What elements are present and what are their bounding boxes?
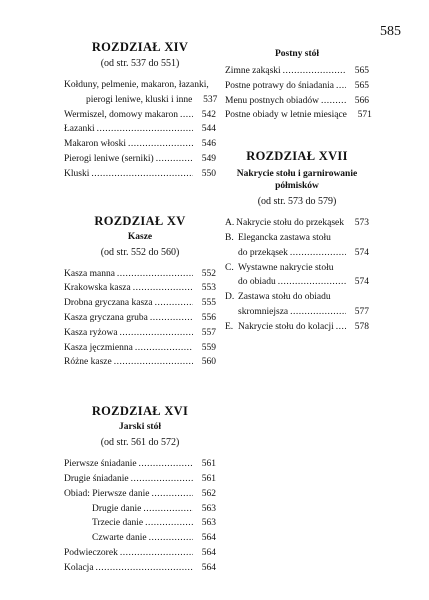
section-subtitle: Kasze [127,231,153,242]
entry-page: 552 [201,268,216,279]
entry-page: 544 [201,124,216,135]
list-item [64,137,216,152]
list-item [64,267,216,282]
entry-page: 537 [203,94,218,105]
leader-dots [91,167,193,182]
entry-label: Czwarte danie [92,533,147,544]
entry-label: Postne obiady w letnie miesiące [225,110,347,121]
spacer [64,370,216,404]
leader-dots [145,516,193,531]
list-item [64,487,216,502]
list-item [64,355,216,370]
section-title: ROZDZIAŁ XVII [246,149,348,164]
leader-dots [149,531,193,546]
entry-page: 553 [201,283,216,294]
entry-label: Wermiszel, domowy makaron [64,109,178,120]
list-item [64,472,216,487]
entry-label: Wystawne nakrycie stołu [238,262,334,273]
leader-dots [156,152,193,167]
entry-label: do przekąsek [238,247,288,258]
entry-page: 574 [354,277,369,288]
list-item [64,531,216,546]
section-range: (od str. 561 do 572) [100,437,180,449]
leader-dots [128,137,193,152]
entry-page: 560 [201,357,216,368]
list-item [225,64,369,79]
entry-list [64,457,216,575]
list-item [64,311,216,326]
entry-letter: B. [225,232,234,243]
list-item [225,246,369,261]
entry-list [225,216,369,334]
section-title: ROZDZIAŁ XVI [91,404,189,419]
leader-dots [143,502,193,517]
list-item [64,281,216,296]
list-item [225,290,369,305]
entry-label: Kasza ryżowa [64,327,118,338]
leader-dots [321,94,346,109]
spacer [64,182,216,214]
list-item [64,78,216,93]
entry-label: Makaron włoski [64,139,127,150]
section-range: (od str. 552 do 560) [100,246,180,258]
section-title: ROZDZIAŁ XV [94,213,186,228]
list-item [225,216,369,231]
entry-page: 578 [354,321,369,332]
entry-page: 561 [201,459,216,470]
entry-page: 562 [201,488,216,499]
list-item [64,516,216,531]
entry-label: Kolacja [64,562,94,573]
entry-page: 564 [201,562,216,573]
list-item [225,261,369,276]
entry-label: Kasza jęczmienna [64,342,133,353]
entry-label: Trzecie danie [92,518,144,529]
entry-letter: A. [225,218,235,229]
leader-dots [133,281,193,296]
entry-letter: C. [225,262,234,273]
leader-dots [139,457,193,472]
list-item [64,341,216,356]
section-title: ROZDZIAŁ XIV [91,40,189,54]
entry-label: Kluski [64,168,90,179]
entry-label: Nakrycie stołu do przekąsek [236,218,344,229]
leader-dots [336,79,346,94]
section-subtitle: Nakrycie stołu i garnirowanie [236,169,358,180]
section-subtitle: Postny stół [274,49,320,59]
entry-letter: D. [225,292,235,303]
list-item [64,108,216,123]
entry-page: 555 [201,298,216,309]
entry-label: pierogi leniwe, kluski i inne [86,94,193,105]
section-xiv [64,40,216,182]
section-xv [64,214,216,371]
entry-page: 550 [201,168,216,179]
entry-label: Drobna gryczana kasza [64,298,153,309]
entry-page: 573 [354,218,369,229]
list-item [64,546,216,561]
leader-dots [180,108,193,123]
leader-dots [290,305,346,320]
list-item [64,93,216,108]
list-item [225,320,369,335]
entry-label: Kasza gryczana gruba [64,312,148,323]
leader-dots [97,122,193,137]
list-item [64,502,216,517]
entry-label: Zimne zakąski [225,66,281,76]
entry-label: skromniejsza [238,306,289,317]
entry-label: Podwieczorek [64,547,118,558]
entry-label: Obiad: Pierwsze danie [64,488,150,499]
entry-list [225,64,372,123]
section-xvii [225,149,369,334]
right-column [225,40,372,335]
entry-label: Różne kasze [64,357,112,368]
leader-dots [150,311,193,326]
entry-page: 564 [201,547,216,558]
entry-page: 566 [354,95,369,106]
left-column [64,40,216,576]
leader-dots [131,472,193,487]
section-xvi [64,404,216,575]
section-range: (od str. 573 do 579) [257,196,337,208]
entry-page: 564 [201,533,216,544]
entry-label: Zastawa stołu do obiadu [238,292,331,303]
entry-page: 577 [354,306,369,317]
spacer [225,123,369,149]
list-item [64,167,216,182]
leader-dots [120,326,193,341]
list-item [64,152,216,167]
entry-page: 546 [201,139,216,150]
leader-dots [96,561,193,576]
list-item [64,296,216,311]
entry-page: 565 [354,80,369,91]
section-range: (od str. 537 do 551) [100,58,180,69]
entry-label: Pierwsze śniadanie [64,459,137,470]
entry-label: Kasza manna [64,268,115,279]
entry-page: 563 [201,518,216,529]
entry-list [64,267,216,371]
list-item [225,231,369,246]
section-subtitle: półmisków [275,181,319,192]
list-item [225,79,369,94]
leader-dots [283,64,346,79]
leader-dots [114,355,193,370]
entry-page: 556 [201,312,216,323]
leader-dots [336,320,346,335]
leader-dots [278,275,346,290]
entry-list [64,78,216,182]
section-postny-stol [225,48,372,123]
leader-dots [290,246,346,261]
entry-page: 565 [354,66,369,76]
leader-dots [117,267,193,282]
list-item [225,275,369,290]
leader-dots [120,546,193,561]
entry-label: Krakowska kasza [64,283,131,294]
entry-label: Kołduny, pelmenie, makaron, łazanki, [64,80,209,90]
entry-label: Pierogi leniwe (serniki) [64,153,154,164]
leader-dots [151,487,193,502]
leader-dots [135,341,193,356]
list-item [64,122,216,137]
list-item [64,561,216,576]
entry-label: do obiadu [238,277,276,288]
entry-label: Postne potrawy do śniadania [225,80,334,91]
entry-page: 561 [201,473,216,484]
entry-page: 549 [201,153,216,164]
entry-label: Elegancka zastawa stołu [238,232,331,243]
entry-label: Drugie śniadanie [64,473,129,484]
list-item [225,108,372,123]
list-item [64,457,216,472]
entry-label: Nakrycie stołu do kolacji [238,321,334,332]
entry-page: 574 [354,247,369,258]
entry-label: Menu postnych obiadów [225,95,319,106]
entry-page: 542 [201,109,216,120]
entry-page: 557 [201,327,216,338]
entry-letter: E. [225,321,234,332]
list-item [64,326,216,341]
list-item [225,94,369,109]
entry-page: 563 [201,503,216,514]
page-number: 585 [380,24,401,39]
entry-page: 559 [201,342,216,353]
section-subtitle: Jarski stół [119,422,161,433]
entry-page: 571 [357,110,372,121]
entry-label: Łazanki [64,124,95,135]
leader-dots [155,296,193,311]
list-item [225,305,369,320]
entry-label: Drugie danie [92,503,142,514]
